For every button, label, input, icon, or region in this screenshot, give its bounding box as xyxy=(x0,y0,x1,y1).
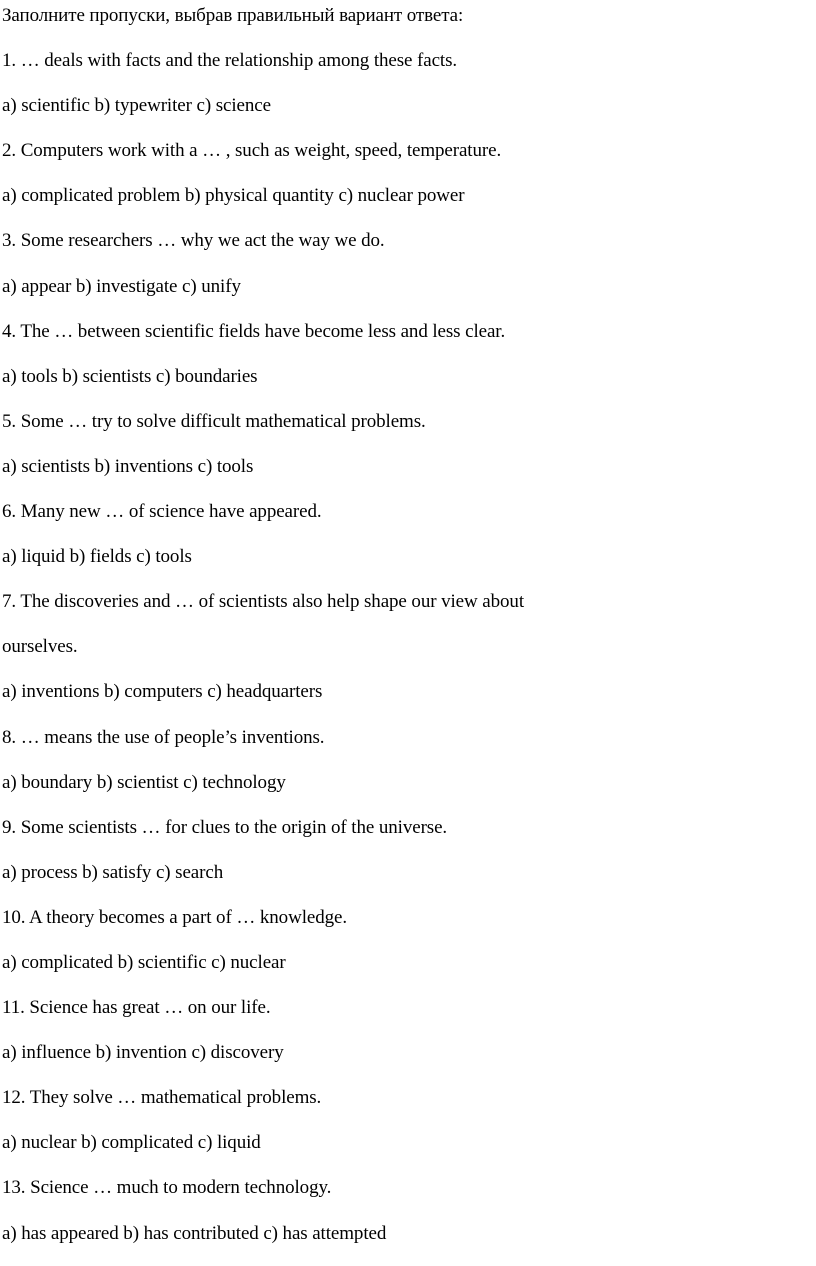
question-6 xyxy=(2,489,812,579)
question-8-options: a) boundary b) scientist c) technology xyxy=(2,771,286,793)
question-4-text: 4. The … between scientific fields have become less and less clear. xyxy=(2,320,506,342)
question-1 xyxy=(2,38,812,128)
question-10-text: 10. A theory becomes a part of … knowledge. xyxy=(2,906,348,928)
document-page xyxy=(2,0,812,1256)
question-5 xyxy=(2,399,812,489)
question-9 xyxy=(2,805,812,895)
question-10-options: a) complicated b) scientific c) nuclear xyxy=(2,951,286,973)
question-4 xyxy=(2,309,812,399)
question-1-text: 1. … deals with facts and the relationship among these facts. xyxy=(2,50,458,72)
question-6-options: a) liquid b) fields c) tools xyxy=(2,546,192,568)
question-5-text: 5. Some … try to solve difficult mathematical problems. xyxy=(2,410,426,432)
question-8-text: 8. … means the use of people’s inventions. xyxy=(2,726,325,748)
question-7 xyxy=(2,579,812,714)
question-6-text: 6. Many new … of science have appeared. xyxy=(2,501,322,523)
question-3 xyxy=(2,218,812,308)
question-11 xyxy=(2,985,812,1075)
question-3-options: a) appear b) investigate c) unify xyxy=(2,275,241,297)
question-7-text-continued: ourselves. xyxy=(2,636,78,658)
question-10 xyxy=(2,895,812,985)
question-7-text: 7. The discoveries and … of scientists also help shape our view about xyxy=(2,591,524,613)
question-2-options: a) complicated problem b) physical quantity c) nuclear power xyxy=(2,185,465,207)
question-2-text: 2. Computers work with a … , such as weight, speed, temperature. xyxy=(2,140,502,162)
question-2 xyxy=(2,128,812,218)
question-9-options: a) process b) satisfy c) search xyxy=(2,861,224,883)
question-5-options: a) scientists b) inventions c) tools xyxy=(2,455,254,477)
question-9-text: 9. Some scientists … for clues to the origin of the universe. xyxy=(2,816,448,838)
question-13-options: a) has appeared b) has contributed c) has attempted xyxy=(2,1222,387,1244)
question-4-options: a) tools b) scientists c) boundaries xyxy=(2,365,258,387)
question-1-options: a) scientific b) typewriter c) science xyxy=(2,95,271,117)
question-12-text: 12. They solve … mathematical problems. xyxy=(2,1087,322,1109)
question-3-text: 3. Some researchers … why we act the way we do. xyxy=(2,230,385,252)
question-13-text: 13. Science … much to modern technology. xyxy=(2,1177,332,1199)
question-11-text: 11. Science has great … on our life. xyxy=(2,997,271,1019)
question-12 xyxy=(2,1075,812,1165)
question-7-options: a) inventions b) computers c) headquarters xyxy=(2,681,323,703)
question-11-options: a) influence b) invention c) discovery xyxy=(2,1042,284,1064)
question-13 xyxy=(2,1165,812,1255)
question-12-options: a) nuclear b) complicated c) liquid xyxy=(2,1132,261,1154)
instruction-text: Заполните пропуски, выбрав правильный вариант ответа: xyxy=(2,5,464,26)
question-8 xyxy=(2,715,812,805)
